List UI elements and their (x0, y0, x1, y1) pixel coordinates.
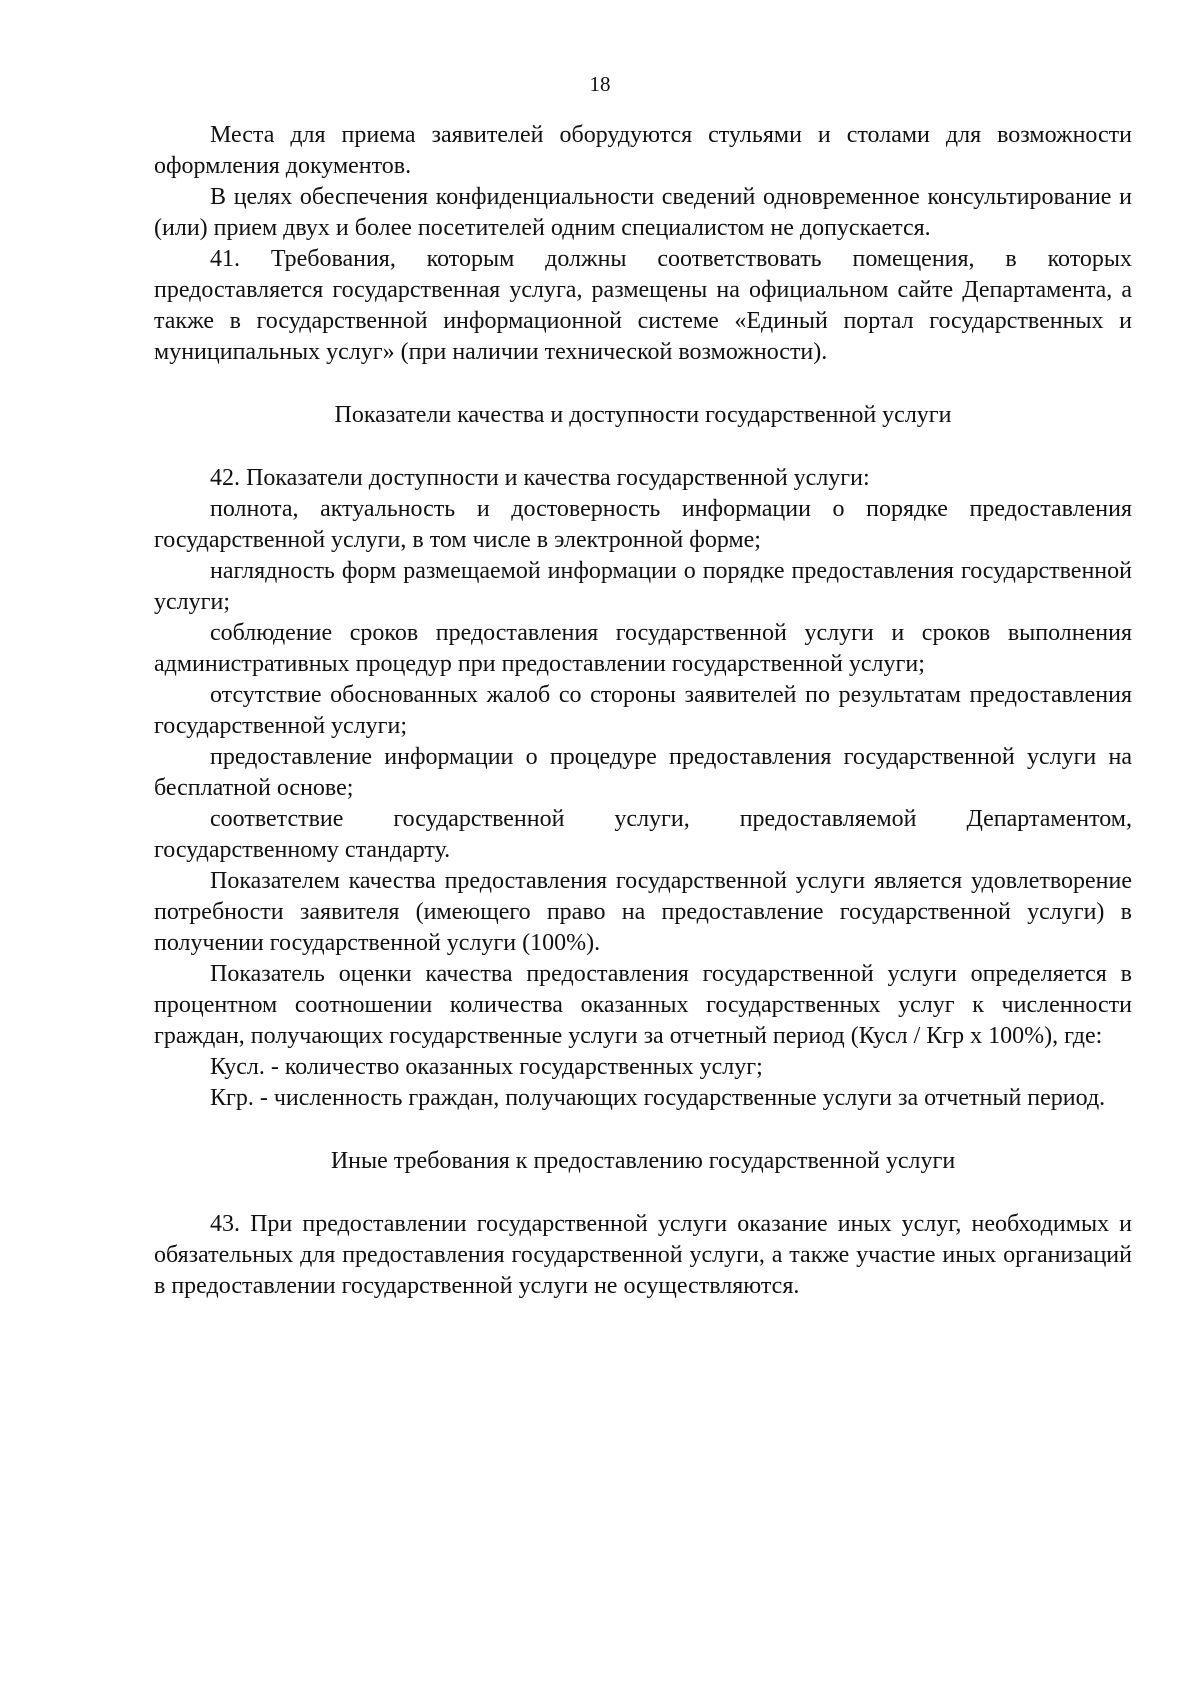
list-item: наглядность форм размещаемой информации о порядке предоставления государственной услуги; (154, 558, 1132, 615)
section-heading-other: Иные требования к предоставлению государственной услуги (330, 1148, 956, 1174)
list-item: предоставление информации о процедуре предоставления государственной услуги на бесплатной основе; (154, 744, 1132, 801)
formula-definition: Кгр. - численность граждан, получающих государственные услуги за отчетный период. (210, 1085, 1106, 1111)
paragraph: Показателем качества предоставления государственной услуги является удовлетворение потребности заявителя (имеющего право на предоставление государственной услуги) в получении государственной услуги (100%). (154, 868, 1132, 956)
paragraph: В целях обеспечения конфиденциальности сведений одновременное консультирование и (или) прием двух и более посетителей одним специалистом не допускается. (154, 184, 1132, 241)
section-heading-quality: Показатели качества и доступности государственной услуги (334, 402, 952, 428)
document-body (154, 120, 1132, 1302)
page-number: 18 (589, 72, 611, 96)
paragraph: Места для приема заявителей оборудуются стульями и столами для возможности оформления документов. (154, 122, 1132, 179)
list-item: отсутствие обоснованных жалоб со стороны заявителей по результатам предоставления государственной услуги; (154, 682, 1132, 739)
paragraph: 42. Показатели доступности и качества государственной услуги: (210, 465, 870, 491)
list-item: полнота, актуальность и достоверность информации о порядке предоставления государственной услуги, в том числе в электронной форме; (154, 496, 1132, 553)
list-item: соблюдение сроков предоставления государственной услуги и сроков выполнения административных процедур при предоставлении государственной услуги; (154, 620, 1132, 677)
paragraph: Показатель оценки качества предоставления государственной услуги определяется в процентном соотношении количества оказанных государственных услуг к численности граждан, получающих государственные услуги за отчетный период (Кусл / Кгр х 100%), где: (154, 961, 1132, 1049)
paragraph: 43. При предоставлении государственной услуги оказание иных услуг, необходимых и обязательных для предоставления государственной услуги, а также участие иных организаций в предоставлении государственной услуги не осуществляются. (154, 1211, 1132, 1299)
formula-definition: Кусл. - количество оказанных государственных услуг; (210, 1054, 763, 1080)
paragraph: 41. Требования, которым должны соответствовать помещения, в которых предоставляется государственная услуга, размещены на официальном сайте Департамента, а также в государственной информационной системе «Единый портал государственных и муниципальных услуг» (при наличии технической возможности). (154, 246, 1132, 365)
list-item: соответствие государственной услуги, предоставляемой Департаментом, государственному стандарту. (154, 806, 1132, 863)
